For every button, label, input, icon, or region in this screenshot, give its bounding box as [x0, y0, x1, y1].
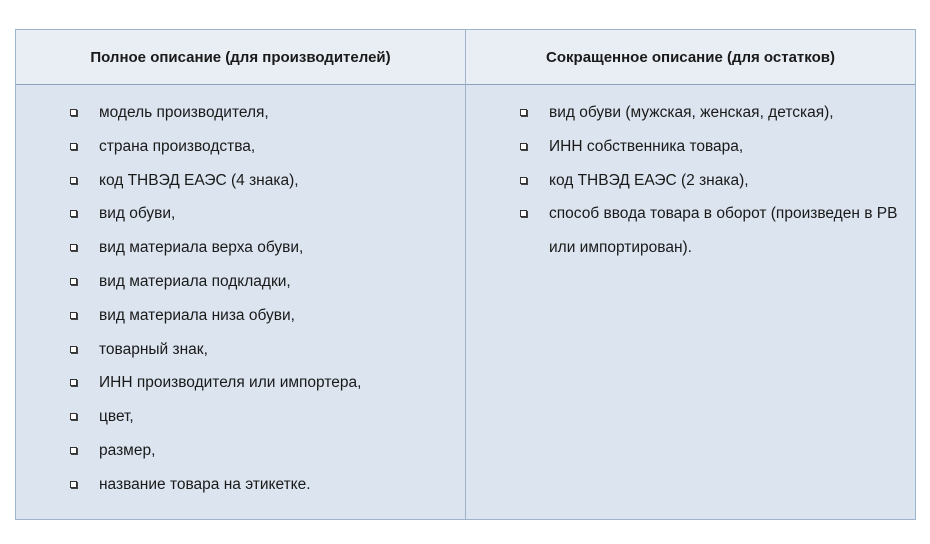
- square-bullet-icon: [70, 481, 77, 488]
- square-bullet-icon: [70, 109, 77, 116]
- list-item-text: код ТНВЭД ЕАЭС (4 знака),: [99, 171, 299, 189]
- list-item-text: вид материала подкладки,: [99, 272, 291, 290]
- square-bullet-icon: [70, 447, 77, 454]
- short-description-list: [466, 96, 915, 265]
- list-item: [70, 333, 455, 367]
- list-item: [520, 164, 905, 198]
- header-short-description-label: Сокращенное описание (для остатков): [546, 48, 835, 66]
- full-description-column: [16, 85, 466, 519]
- square-bullet-icon: [70, 244, 77, 251]
- comparison-table: [15, 29, 916, 520]
- short-description-column: [466, 85, 915, 519]
- list-item: [70, 197, 455, 231]
- square-bullet-icon: [520, 143, 527, 150]
- square-bullet-icon: [520, 177, 527, 184]
- square-bullet-icon: [70, 278, 77, 285]
- list-item: [70, 434, 455, 468]
- header-full-description-label: Полное описание (для производителей): [90, 48, 391, 66]
- list-item-text: ИНН собственника товара,: [549, 137, 744, 155]
- list-item-text: вид обуви,: [99, 205, 176, 223]
- list-item-text: способ ввода товара в оборот (произведен в РВ или импортирован).: [549, 205, 898, 257]
- square-bullet-icon: [70, 312, 77, 319]
- square-bullet-icon: [70, 346, 77, 353]
- list-item-text: вид материала низа обуви,: [99, 306, 295, 324]
- square-bullet-icon: [520, 109, 527, 116]
- list-item: [70, 265, 455, 299]
- square-bullet-icon: [70, 210, 77, 217]
- list-item-text: модель производителя,: [99, 104, 269, 121]
- list-item: [70, 164, 455, 198]
- list-item: [70, 231, 455, 265]
- header-full-description: [16, 30, 466, 85]
- list-item-text: страна производства,: [99, 137, 256, 155]
- list-item-text: цвет,: [99, 408, 134, 426]
- list-item: [520, 197, 905, 265]
- square-bullet-icon: [520, 210, 527, 217]
- list-item-text: код ТНВЭД ЕАЭС (2 знака),: [549, 171, 749, 189]
- list-item: [520, 130, 905, 164]
- list-item: [70, 299, 455, 333]
- square-bullet-icon: [70, 413, 77, 420]
- square-bullet-icon: [70, 177, 77, 184]
- list-item: [70, 366, 455, 400]
- list-item-text: вид материала верха обуви,: [99, 239, 304, 257]
- list-item-text: товарный знак,: [99, 340, 208, 358]
- list-item: [70, 130, 455, 164]
- header-short-description: [466, 30, 915, 85]
- list-item: [70, 96, 455, 130]
- list-item-text: ИНН производителя или импортера,: [99, 374, 362, 392]
- list-item-text: размер,: [99, 441, 156, 459]
- list-item-text: название товара на этикетке.: [99, 475, 311, 493]
- list-item-text: вид обуви (мужская, женская, детская),: [549, 104, 834, 121]
- list-item: [520, 96, 905, 130]
- square-bullet-icon: [70, 143, 77, 150]
- full-description-list: [16, 96, 465, 502]
- list-item: [70, 468, 455, 502]
- square-bullet-icon: [70, 379, 77, 386]
- list-item: [70, 400, 455, 434]
